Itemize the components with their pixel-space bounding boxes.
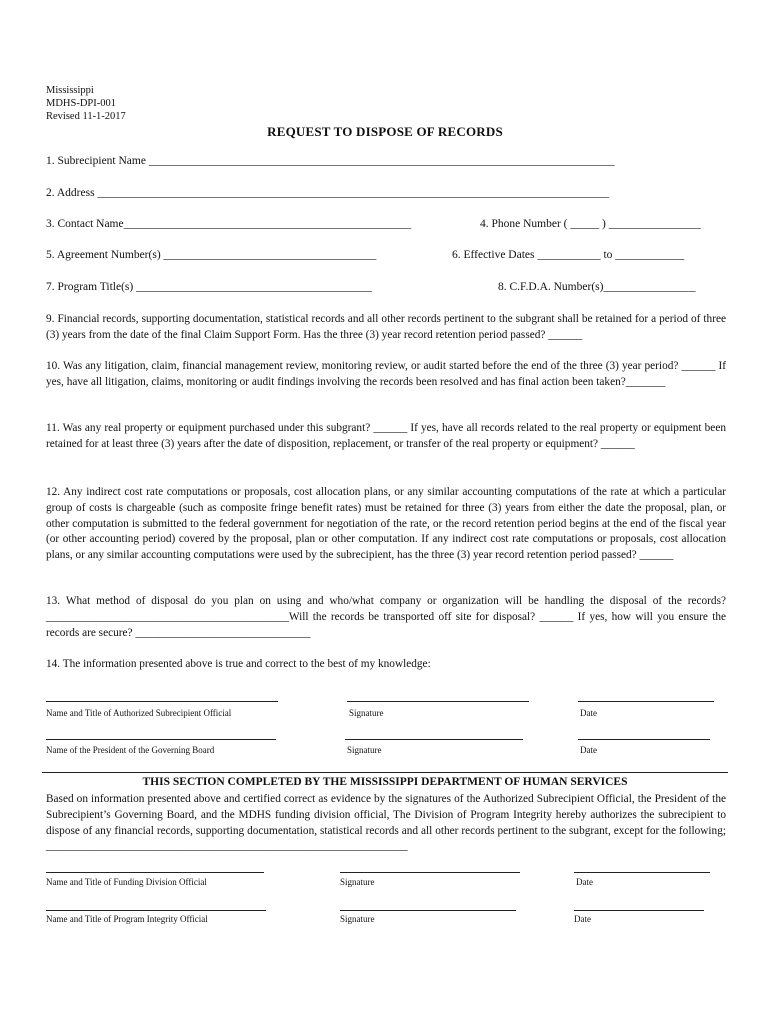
president-date-line[interactable] — [578, 739, 710, 740]
integrity-date-label: Date — [574, 914, 591, 924]
header-revised: Revised 11-1-2017 — [46, 111, 126, 122]
president-name-label: Name of the President of the Governing Board — [46, 745, 215, 755]
field-effective-dates[interactable]: 6. Effective Dates ___________ to ____________ — [452, 249, 685, 261]
header-form-id: MDHS-DPI-001 — [46, 98, 117, 109]
field-contact-name[interactable]: 3. Contact Name__________________________________________________ — [46, 218, 412, 230]
funding-signature-label: Signature — [340, 877, 375, 887]
integrity-name-label: Name and Title of Program Integrity Official — [46, 914, 208, 924]
page-title: REQUEST TO DISPOSE OF RECORDS — [267, 124, 503, 139]
field-cfda-numbers[interactable]: 8. C.F.D.A. Number(s)________________ — [498, 281, 696, 293]
funding-name-line[interactable] — [46, 872, 264, 873]
field-address[interactable]: 2. Address _________________________________________________________________________________________ — [46, 187, 610, 199]
mdhs-section-title: THIS SECTION COMPLETED BY THE MISSISSIPPI DEPARTMENT OF HUMAN SERVICES — [142, 776, 628, 788]
field-program-titles[interactable]: 7. Program Title(s) _________________________________________ — [46, 281, 372, 293]
funding-date-label: Date — [576, 877, 593, 887]
question-13: 13. What method of disposal do you plan on using and who/what company or organization will be handling the disposal of the records? ___________________________________________Will the records be transported off site for disposal? ______ If yes, how will you ensure the records are secure? _______________________________ — [46, 595, 726, 639]
official-signature-line[interactable] — [347, 701, 529, 702]
funding-name-label: Name and Title of Funding Division Official — [46, 877, 207, 887]
field-subrecipient-name[interactable]: 1. Subrecipient Name _________________________________________________________________________________ — [46, 155, 615, 167]
official-signature-label: Signature — [349, 708, 384, 718]
integrity-signature-label: Signature — [340, 914, 375, 924]
funding-date-line[interactable] — [574, 872, 710, 873]
question-10: 10. Was any litigation, claim, financial management review, monitoring review, or audit started before the end of the three (3) year period? ______ If yes, have all litigation, claims, monitoring or audit findings involving the records been resolved and has final action been taken?_______ — [46, 360, 726, 388]
mdhs-section-body: Based on information presented above and certified correct as evidence by the signatures of the Authorized Subrecipient Official, the President of the Subrecipient’s Governing Board, and the MDHS funding division official, The Division of Program Integrity hereby authorizes the subrecipient to dispose of any financial records, supporting documentation, statistical records and all other records pertinent to the subgrant, except for the following; ________________________________________________________________ — [46, 793, 726, 853]
question-11: 11. Was any real property or equipment purchased under this subgrant? ______ If yes, have all records related to the real property or equipment been retained for at least three (3) years after the date of disposition, replacement, or transfer of the real property or equipment? ______ — [46, 422, 726, 450]
official-name-line[interactable] — [46, 701, 278, 702]
president-signature-label: Signature — [347, 745, 382, 755]
funding-signature-line[interactable] — [340, 872, 520, 873]
president-date-label: Date — [580, 745, 597, 755]
field-phone-number[interactable]: 4. Phone Number ( _____ ) ________________ — [480, 218, 701, 230]
field-agreement-numbers[interactable]: 5. Agreement Number(s) _____________________________________ — [46, 249, 377, 261]
question-9: 9. Financial records, supporting documentation, statistical records and all other records pertinent to the subgrant shall be retained for a period of three (3) years from the date of the final Claim Support Form. Has the three (3) year record retention period passed? ______ — [46, 313, 726, 341]
official-date-line[interactable] — [578, 701, 714, 702]
official-date-label: Date — [580, 708, 597, 718]
integrity-signature-line[interactable] — [340, 910, 516, 911]
integrity-name-line[interactable] — [46, 910, 266, 911]
president-name-line[interactable] — [46, 739, 276, 740]
president-signature-line[interactable] — [345, 739, 523, 740]
integrity-date-line[interactable] — [574, 910, 704, 911]
section-divider — [42, 772, 728, 773]
question-12: 12. Any indirect cost rate computations or proposals, cost allocation plans, or any similar accounting computations of the rate at which a particular group of costs is chargeable (such as composite fringe benefit rates) must be retained for three (3) years from either the date the proposal, plan, or other computation is submitted to the federal government for negotiation of the rate, or the record retention period begins at the end of the fiscal year (or other accounting period) covered by the proposal, plan or other computation. If any indirect cost rate computations or proposals, cost allocation plans, or any similar accounting computations were used by the subrecipient, has the three (3) year record retention period passed? ______ — [46, 486, 726, 562]
header-state: Mississippi — [46, 85, 94, 96]
question-14: 14. The information presented above is true and correct to the best of my knowledge: — [46, 658, 431, 670]
official-name-label: Name and Title of Authorized Subrecipient Official — [46, 708, 232, 718]
